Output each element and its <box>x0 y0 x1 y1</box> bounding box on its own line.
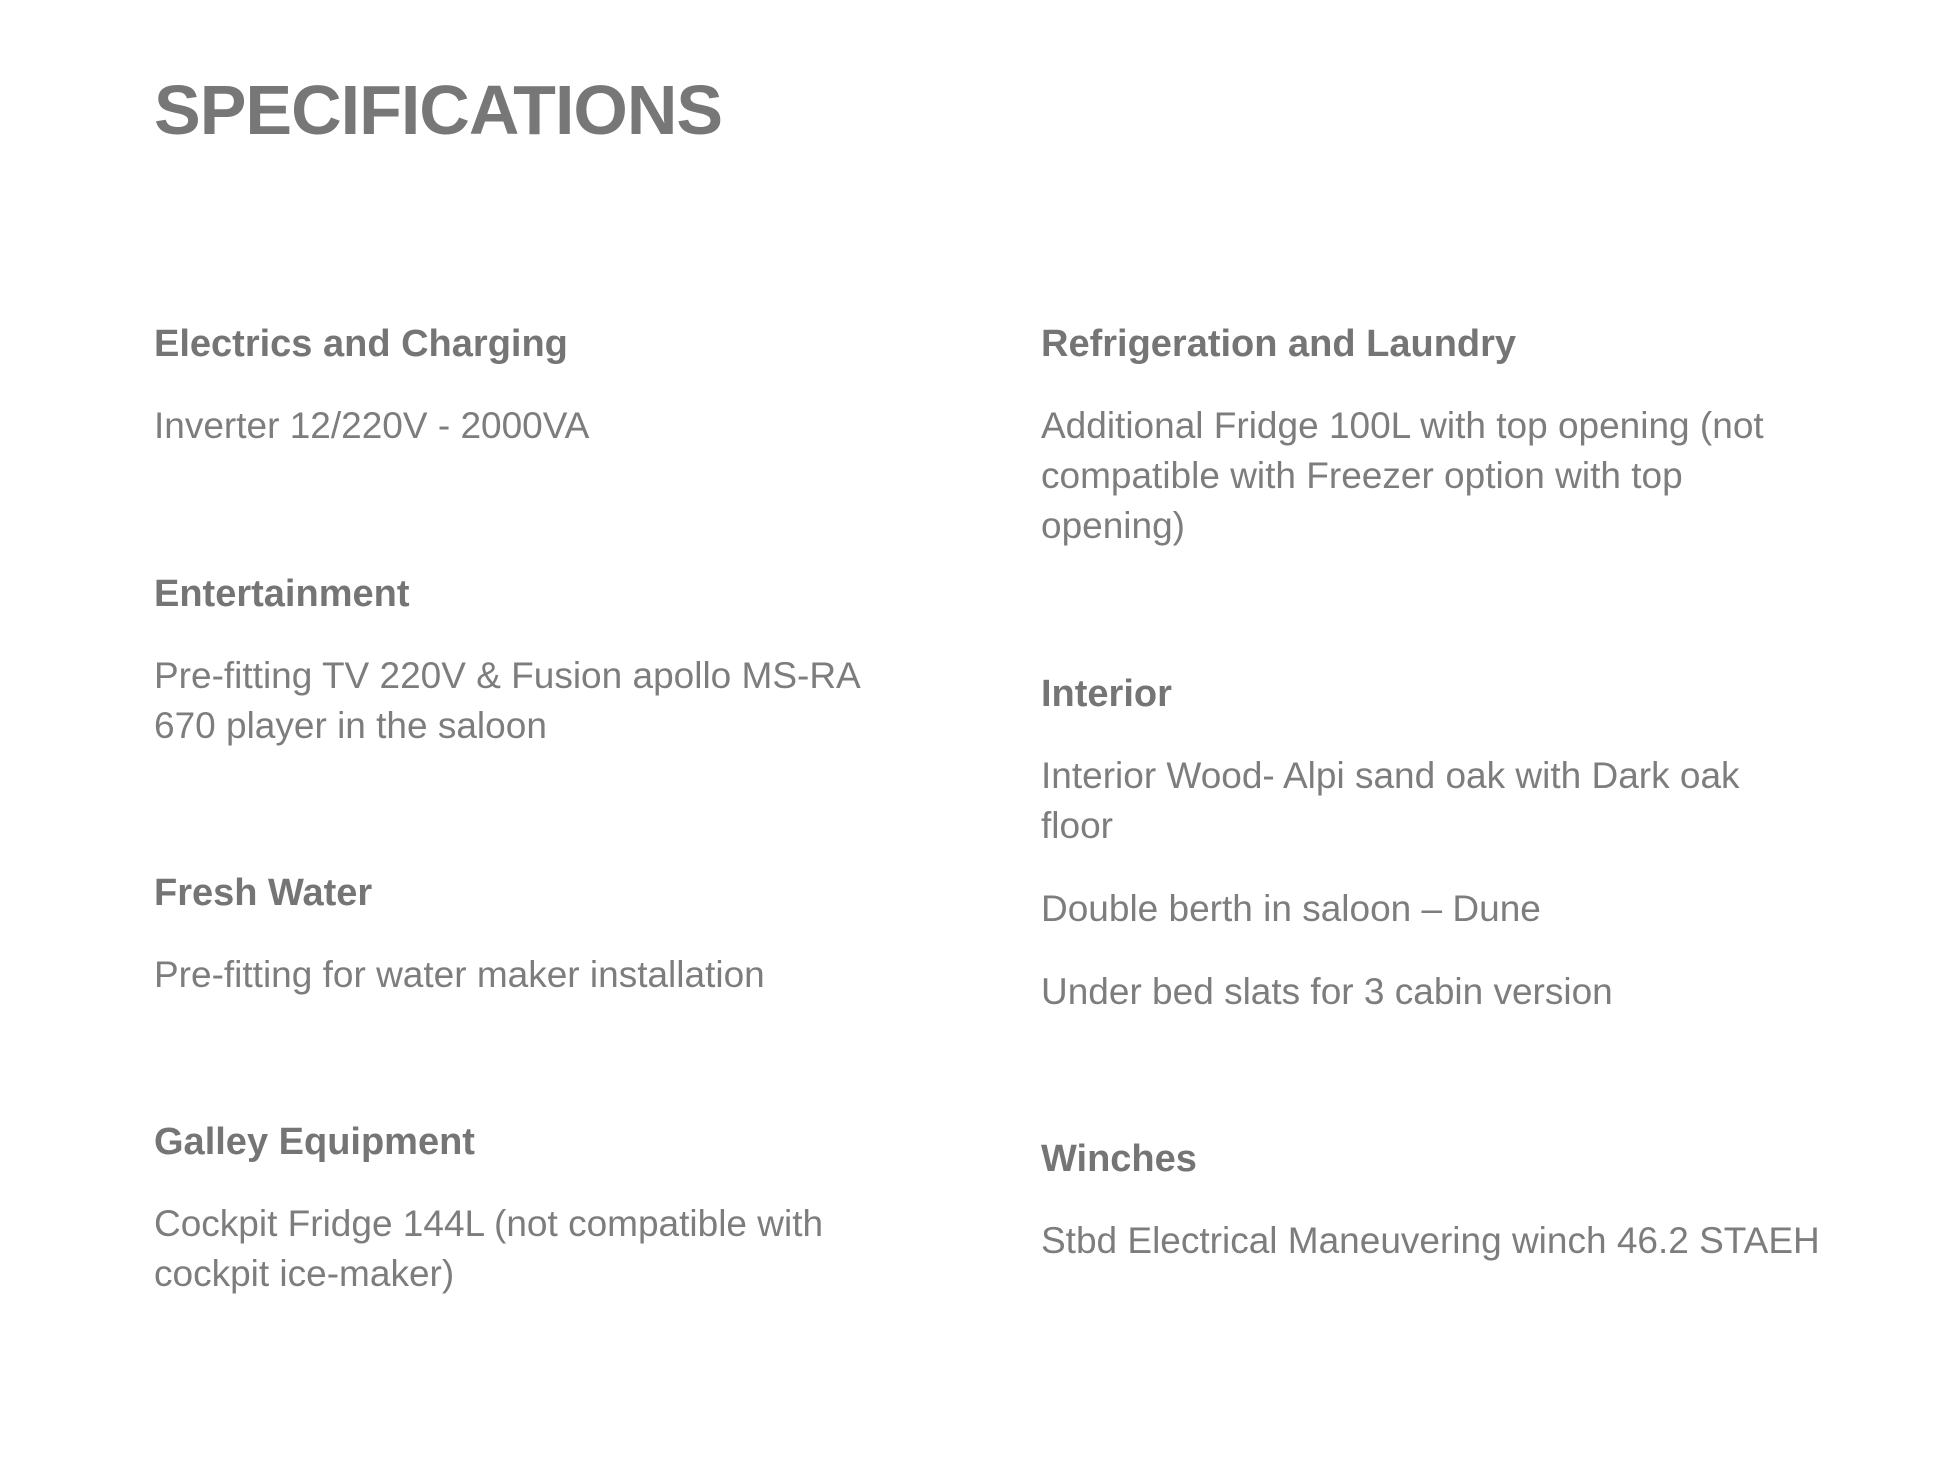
section-heading: Entertainment <box>154 573 410 615</box>
section-fresh-water <box>154 869 765 1000</box>
section-interior <box>1041 670 1821 1017</box>
section-refrigeration-and-laundry <box>1041 320 1821 551</box>
section-galley-equipment <box>154 1118 894 1299</box>
spec-item: Pre-fitting for water maker installation <box>154 954 765 996</box>
section-heading: Galley Equipment <box>154 1121 475 1163</box>
section-electrics-and-charging <box>154 320 589 451</box>
spec-item: Interior Wood- Alpi sand oak with Dark oak floor <box>1041 755 1740 847</box>
spec-item: Inverter 12/220V - 2000VA <box>154 405 590 447</box>
spec-item: Additional Fridge 100L with top opening (not compatible with Freezer option with top opening) <box>1041 405 1764 547</box>
spec-item: Pre-fitting TV 220V & Fusion apollo MS-RA 670 player in the saloon <box>154 655 859 747</box>
section-heading: Refrigeration and Laundry <box>1041 323 1517 365</box>
spec-item: Double berth in saloon – Dune <box>1041 888 1541 930</box>
spec-item: Under bed slats for 3 cabin version <box>1041 971 1613 1013</box>
section-winches <box>1041 1135 1821 1266</box>
spec-item: Stbd Electrical Maneuvering winch 46.2 STAEH <box>1041 1220 1820 1262</box>
page-title: SPECIFICATIONS <box>154 71 723 149</box>
section-heading: Interior <box>1041 673 1172 715</box>
section-heading: Electrics and Charging <box>154 323 568 365</box>
spec-item: Cockpit Fridge 144L (not compatible with cockpit ice-maker) <box>154 1203 824 1295</box>
section-entertainment <box>154 570 894 751</box>
section-heading: Winches <box>1041 1138 1197 1180</box>
section-heading: Fresh Water <box>154 872 373 914</box>
